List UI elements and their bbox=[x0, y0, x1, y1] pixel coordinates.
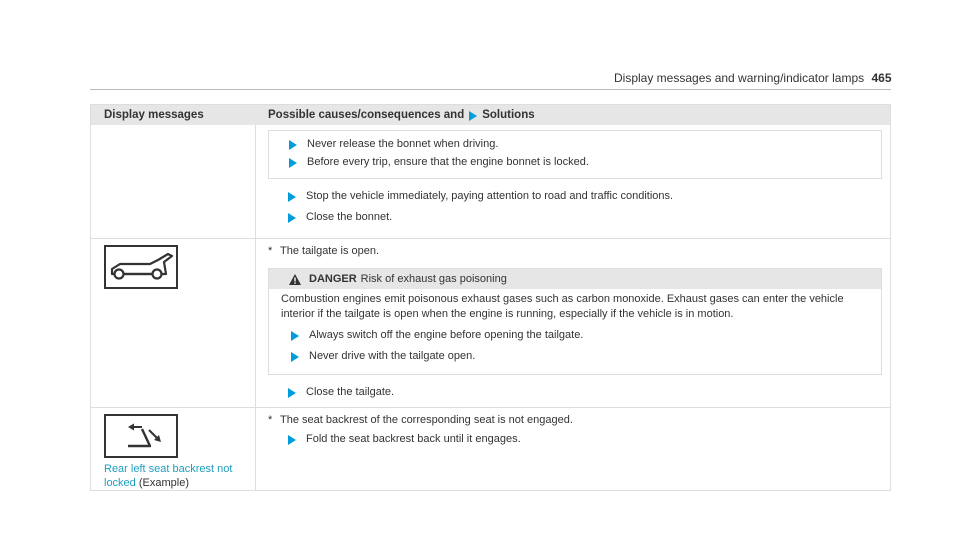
section-title: Display messages and warning/indicator lamps bbox=[614, 71, 865, 85]
causes-cell bbox=[256, 239, 890, 407]
step-arrow-icon bbox=[291, 331, 299, 341]
list-item bbox=[281, 328, 873, 343]
step-text: Before every trip, ensure that the engine bonnet is locked. bbox=[307, 156, 589, 168]
table-row bbox=[91, 407, 890, 490]
warning-steps-box bbox=[268, 130, 882, 179]
step-text: Stop the vehicle immediately, paying attention to road and traffic conditions. bbox=[306, 190, 674, 202]
table-row bbox=[91, 125, 890, 238]
col-header-causes bbox=[256, 105, 890, 125]
col-header-solutions-text: Solutions bbox=[482, 109, 535, 121]
caption-message-cont: locked bbox=[104, 477, 136, 489]
seat-backrest-icon bbox=[104, 414, 178, 458]
step-text: Never drive with the tailgate open. bbox=[309, 350, 476, 362]
tailgate-open-car-icon bbox=[104, 245, 178, 289]
running-header bbox=[614, 71, 892, 85]
step-arrow-icon bbox=[288, 435, 296, 445]
caption-example: (Example) bbox=[138, 477, 189, 489]
danger-body bbox=[269, 289, 881, 374]
solution-steps bbox=[268, 189, 882, 225]
caption-message: Rear left seat backrest not bbox=[104, 463, 233, 475]
list-item bbox=[269, 137, 881, 152]
step-text: Never release the bonnet when driving. bbox=[307, 138, 499, 150]
col-header-display-messages: Display messages bbox=[104, 109, 204, 121]
cause-text: The tailgate is open. bbox=[280, 245, 380, 257]
list-item bbox=[281, 349, 873, 364]
danger-label: DANGER bbox=[309, 272, 357, 285]
list-item bbox=[268, 189, 882, 204]
display-message-caption bbox=[104, 462, 255, 490]
causes-cell bbox=[256, 125, 890, 238]
danger-title: Risk of exhaust gas poisoning bbox=[360, 272, 507, 285]
step-text: Close the bonnet. bbox=[306, 211, 393, 223]
danger-box bbox=[268, 268, 882, 375]
list-item bbox=[269, 155, 881, 170]
step-text: Fold the seat backrest back until it engages. bbox=[306, 433, 521, 445]
step-arrow-icon bbox=[288, 213, 296, 223]
danger-header bbox=[269, 269, 881, 289]
list-item bbox=[268, 210, 882, 225]
display-message-cell bbox=[91, 239, 256, 407]
causes-cell bbox=[256, 408, 890, 490]
danger-text: Combustion engines emit poisonous exhaust gases such as carbon monoxide. Exhaust gases can enter the vehicle interior if the tailgate is open when the engine is running, especially if the vehicle is in motion. bbox=[281, 293, 844, 320]
cause-line: * The seat backrest of the corresponding seat is not engaged. bbox=[268, 414, 573, 426]
warning-triangle-icon bbox=[289, 274, 301, 285]
step-arrow-icon bbox=[289, 140, 297, 150]
table-header-row bbox=[91, 105, 890, 125]
list-item bbox=[268, 432, 882, 447]
step-text: Close the tailgate. bbox=[306, 386, 395, 398]
header-divider bbox=[90, 89, 891, 90]
table-row bbox=[91, 238, 890, 407]
display-messages-table bbox=[90, 104, 891, 491]
col-header-causes-text: Possible causes/consequences and bbox=[268, 109, 465, 121]
step-text: Always switch off the engine before opening the tailgate. bbox=[309, 329, 584, 341]
list-item bbox=[268, 385, 882, 400]
display-message-cell bbox=[91, 125, 256, 238]
step-arrow-icon bbox=[288, 192, 296, 202]
cause-text: The seat backrest of the corresponding seat is not engaged. bbox=[280, 414, 573, 426]
page-number: 465 bbox=[871, 71, 892, 85]
step-arrow-icon bbox=[291, 352, 299, 362]
step-arrow-icon bbox=[288, 388, 296, 398]
step-arrow-icon bbox=[289, 158, 297, 168]
cause-line: * The tailgate is open. bbox=[268, 245, 380, 257]
display-message-cell bbox=[91, 408, 256, 490]
solution-arrow-icon bbox=[469, 111, 477, 121]
